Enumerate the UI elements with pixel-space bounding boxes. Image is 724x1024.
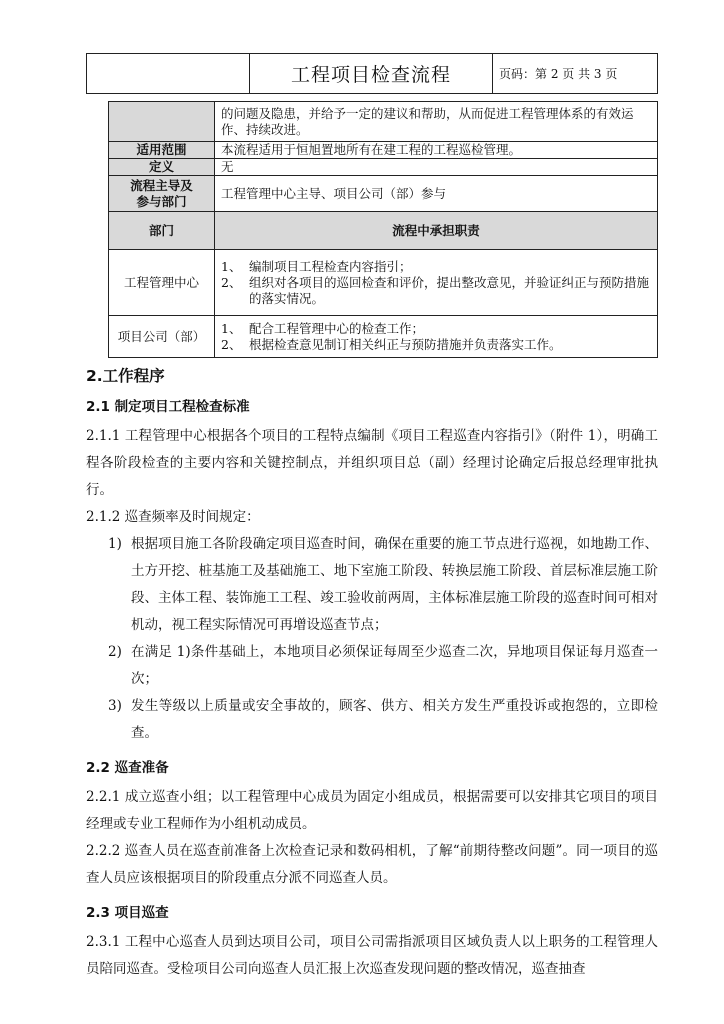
subsection-heading: 2.3 项目巡查	[86, 905, 169, 921]
definition-value: 无	[215, 159, 658, 176]
paragraph: 2.3.1 工程中心巡查人员到达项目公司，项目公司需指派项目区域负责人以上职务的工程管理人员陪同巡查。受检项目公司向巡查人员汇报上次巡查发现问题的整改情况，巡查抽查	[86, 934, 658, 977]
document-title: 工程项目检查流程	[250, 54, 493, 94]
column-header-dept: 部门	[109, 212, 215, 250]
dept-name: 项目公司（部）	[109, 316, 215, 358]
definition-label: 定义	[109, 159, 215, 176]
duty-item: 2、 根据检查意见制订相关纠正与预防措施并负责落实工作。	[221, 336, 562, 352]
scope-value: 本流程适用于恒旭置地所有在建工程的工程巡检管理。	[215, 142, 658, 159]
lead-dept-value: 工程管理中心主导、项目公司（部）参与	[215, 176, 658, 212]
section-heading: 2.工作程序	[86, 367, 165, 385]
continued-label-cell	[109, 102, 215, 142]
responsibility-table	[108, 101, 658, 358]
subsection-heading: 2.1 制定项目工程检查标准	[86, 399, 250, 415]
scope-label: 适用范围	[109, 142, 215, 159]
lead-label-line-1: 流程主导及	[130, 177, 193, 193]
duty-item: 1、 编制项目工程检查内容指引；	[221, 258, 412, 274]
paragraph: 2.1.2 巡查频率及时间规定：	[86, 509, 260, 525]
header-table	[86, 53, 658, 94]
paragraph: 2.2.1 成立巡查小组；以工程管理中心成员为固定小组成员，根据需要可以安排其它项目的项目经理或专业工程师作为小组机动成员。	[86, 789, 658, 832]
duty-list	[215, 250, 658, 316]
duty-list	[215, 316, 658, 358]
paragraph: 2.2.2 巡查人员在巡查前准备上次检查记录和数码相机，了解“前期待整改问题”。同一项目的巡查人员应该根据项目的阶段重点分派不同巡查人员。	[86, 843, 658, 886]
dept-name: 工程管理中心	[109, 250, 215, 316]
lead-label-line-2: 参与部门	[136, 193, 187, 209]
lead-dept-label	[109, 176, 215, 212]
column-header-duty: 流程中承担职责	[215, 212, 658, 250]
document-body	[86, 360, 658, 983]
page-number: 页码：第 2 页 共 3 页	[493, 54, 658, 94]
duty-item: 1、 配合工程管理中心的检查工作；	[221, 320, 425, 336]
subsection-heading: 2.2 巡查准备	[86, 760, 169, 776]
paragraph: 2.1.1 工程管理中心根据各个项目的工程特点编制《项目工程巡查内容指引》（附件 1），明确工程各阶段检查的主要内容和关键控制点，并组织项目总（副）经理讨论确定后报总经理审批执行。	[86, 428, 658, 498]
duty-item: 2、 组织对各项目的巡回检查和评价，提出整改意见，并验证纠正与预防措施的落实情况。	[221, 274, 650, 306]
header-logo-cell	[87, 54, 250, 94]
list-item: 1) 根据项目施工各阶段确定项目巡查时间，确保在重要的施工节点进行巡视，如地勘工作、土方开挖、桩基施工及基础施工、地下室施工阶段、转换层施工阶段、首层标准层施工阶段、主体工程、装饰施工工程、竣工验收前两周，主体标准层施工阶段的巡查时间可相对机动，视工程实际情况可再增设巡查节点；	[108, 536, 658, 633]
continued-text: 的问题及隐患，并给予一定的建议和帮助，从而促进工程管理体系的有效运作、持续改进。	[215, 102, 658, 142]
list-item: 3) 发生等级以上质量或安全事故的，顾客、供方、相关方发生严重投诉或抱怨的，立即检查。	[108, 698, 658, 741]
list-item: 2) 在满足 1)条件基础上，本地项目必须保证每周至少巡查二次，异地项目保证每月巡查一次；	[108, 644, 658, 687]
